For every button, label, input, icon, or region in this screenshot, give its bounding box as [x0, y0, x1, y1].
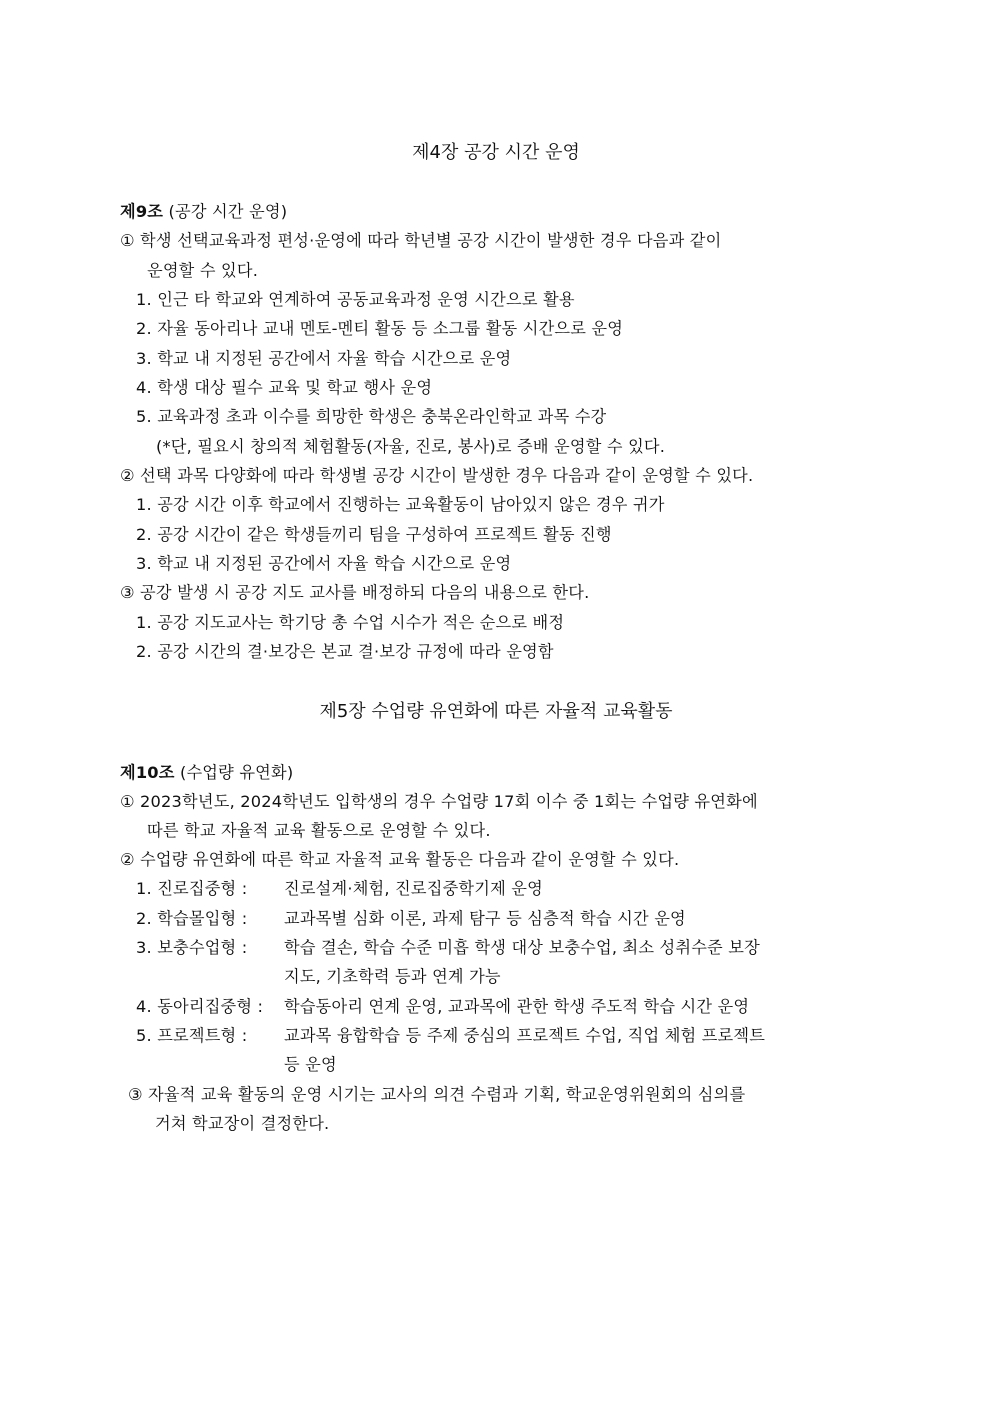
chapter-5-title: 제5장 수업량 유연화에 따른 자율적 교육활동	[319, 701, 673, 722]
article-9-paragraph-1-line-1: ① 학생 선택교육과정 편성·운영에 따라 학년별 공강 시간이 발생한 경우 다음과 같이	[120, 231, 722, 250]
article-9-p1-item-3: 3. 학교 내 지정된 공간에서 자율 학습 시간으로 운영	[136, 349, 512, 368]
article-10-item-5-desc: 교과목 융합학습 등 주제 중심의 프로젝트 수업, 직업 체험 프로젝트	[284, 1026, 766, 1045]
article-10-item-4-term: 4. 동아리집중형 :	[136, 997, 264, 1016]
article-10-item-3-term: 3. 보충수업형 :	[136, 938, 248, 957]
article-10-title: (수업량 유연화)	[174, 763, 294, 782]
article-10-item-1-term: 1. 진로집중형 :	[136, 879, 248, 898]
article-10-paragraph-1-line-2: 따른 학교 자율적 교육 활동으로 운영할 수 있다.	[147, 821, 491, 840]
article-9-paragraph-1-line-2: 운영할 수 있다.	[147, 261, 259, 280]
article-10-number: 제10조	[120, 763, 175, 782]
article-10-item-4-desc: 학습동아리 연계 운영, 교과목에 관한 학생 주도적 학습 시간 운영	[284, 997, 750, 1016]
article-10-item-5-term: 5. 프로젝트형 :	[136, 1026, 248, 1045]
article-9-title: (공강 시간 운영)	[163, 202, 288, 221]
article-10-paragraph-3-line-1: ③ 자율적 교육 활동의 운영 시기는 교사의 의견 수렴과 기획, 학교운영위원회의 심의를	[128, 1085, 746, 1104]
article-10-item-3-desc: 학습 결손, 학습 수준 미흡 학생 대상 보충수업, 최소 성취수준 보장	[284, 938, 760, 957]
article-10-item-5-desc-cont: 등 운영	[284, 1055, 337, 1074]
article-9-p2-item-2: 2. 공강 시간이 같은 학생들끼리 팀을 구성하여 프로젝트 활동 진행	[136, 525, 612, 544]
article-10-paragraph-1-line-1: ① 2023학년도, 2024학년도 입학생의 경우 수업량 17회 이수 중 1회는 수업량 유연화에	[120, 792, 758, 811]
article-9-paragraph-3: ③ 공강 발생 시 공강 지도 교사를 배정하되 다음의 내용으로 한다.	[120, 583, 590, 602]
article-9-p2-item-1: 1. 공강 시간 이후 학교에서 진행하는 교육활동이 남아있지 않은 경우 귀가	[136, 495, 665, 514]
article-9-p2-item-3: 3. 학교 내 지정된 공간에서 자율 학습 시간으로 운영	[136, 554, 512, 573]
article-10-heading	[120, 762, 293, 784]
article-10-item-2-term: 2. 학습몰입형 :	[136, 909, 248, 928]
article-9-paragraph-2: ② 선택 과목 다양화에 따라 학생별 공강 시간이 발생한 경우 다음과 같이 운영할 수 있다.	[120, 466, 754, 485]
article-9-p1-item-5: 5. 교육과정 초과 이수를 희망한 학생은 충북온라인학교 과목 수강	[136, 407, 607, 426]
article-10-item-2-desc: 교과목별 심화 이론, 과제 탐구 등 심층적 학습 시간 운영	[284, 909, 686, 928]
chapter-4-title: 제4장 공강 시간 운영	[412, 142, 580, 163]
article-9-p1-item-4: 4. 학생 대상 필수 교육 및 학교 행사 운영	[136, 378, 433, 397]
article-9-p3-item-2: 2. 공강 시간의 결·보강은 본교 결·보강 규정에 따라 운영함	[136, 642, 554, 661]
article-10-item-1-desc: 진로설계·체험, 진로집중학기제 운영	[284, 879, 543, 898]
article-9-p3-item-1: 1. 공강 지도교사는 학기당 총 수업 시수가 적은 순으로 배정	[136, 613, 565, 632]
article-9-number: 제9조	[120, 202, 164, 221]
article-10-paragraph-2: ② 수업량 유연화에 따른 학교 자율적 교육 활동은 다음과 같이 운영할 수 있다.	[120, 850, 680, 869]
article-9-p1-item-2: 2. 자율 동아리나 교내 멘토-멘티 활동 등 소그룹 활동 시간으로 운영	[136, 319, 624, 338]
article-10-paragraph-3-line-2: 거쳐 학교장이 결정한다.	[155, 1114, 330, 1133]
article-9-heading	[120, 201, 287, 223]
article-9-p1-item-1: 1. 인근 타 학교와 연계하여 공동교육과정 운영 시간으로 활용	[136, 290, 575, 309]
article-9-p1-note: (*단, 필요시 창의적 체험활동(자율, 진로, 봉사)로 증배 운영할 수 있다.	[156, 437, 666, 456]
article-10-item-3-desc-cont: 지도, 기초학력 등과 연계 가능	[284, 967, 501, 986]
